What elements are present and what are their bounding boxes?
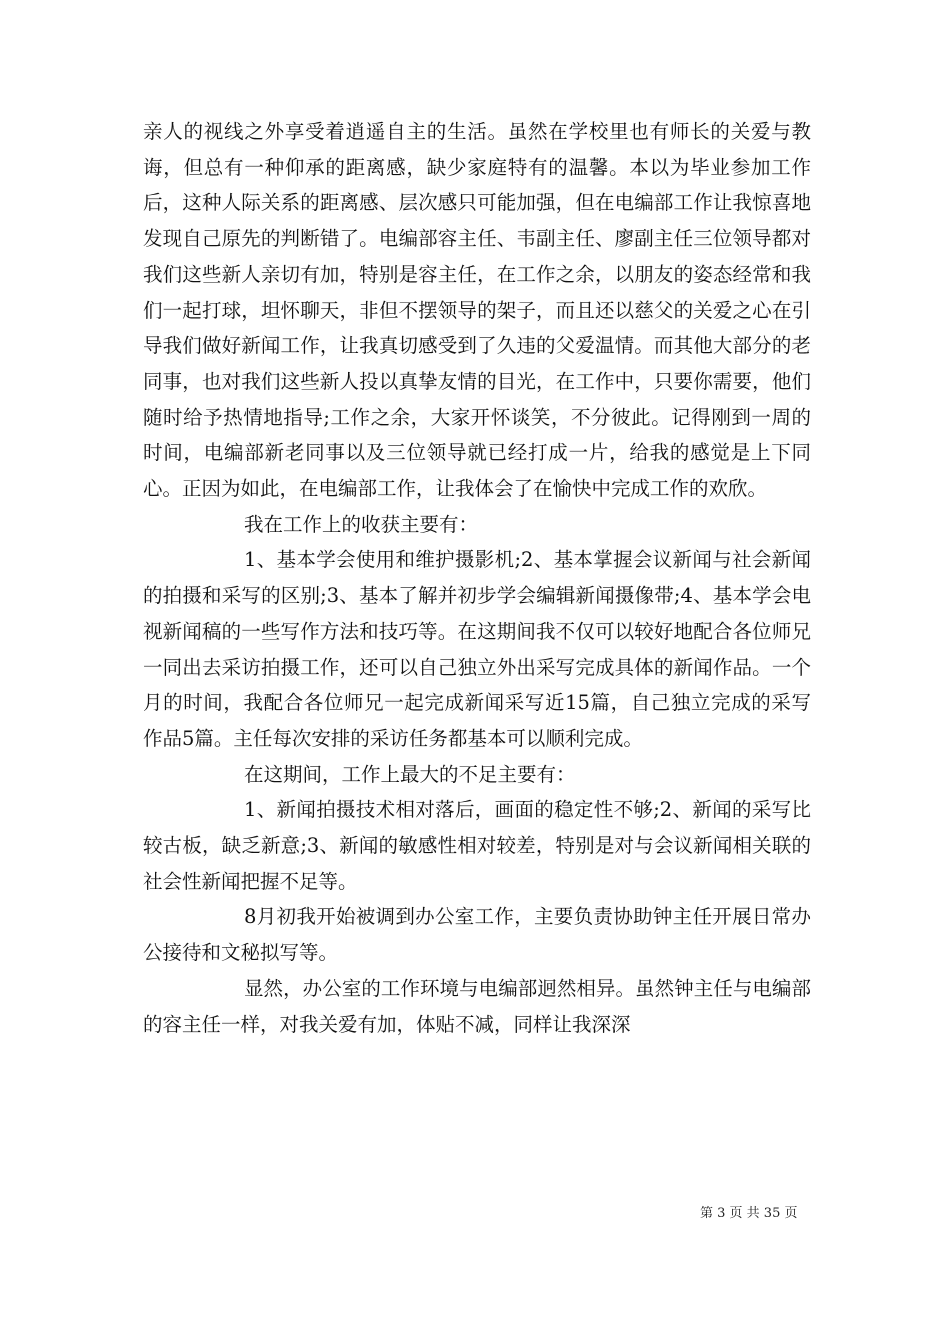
paragraph-shortcomings-list: 1、新闻拍摄技术相对落后，画面的稳定性不够;2、新闻的采写比较古板，缺乏新意;3、新闻的敏感性相对较差，特别是对与会议新闻相关联的社会性新闻把握不足等。 <box>143 798 811 893</box>
paragraph-shortcomings-heading: 在这期间，工作上最大的不足主要有： <box>244 762 576 786</box>
paragraph-office-environment: 显然，办公室的工作环境与电编部迥然相异。虽然钟主任与电编部的容主任一样，对我关爱有加，体贴不减，同样让我深深 <box>143 976 811 1036</box>
paragraph-gains-list: 1、基本学会使用和维护摄影机;2、基本掌握会议新闻与社会新闻的拍摄和采写的区别;3、基本了解并初步学会编辑新闻摄像带;4、基本学会电视新闻稿的一些写作方法和技巧等。在这期间我不仅可以较好地配合各位师兄一同出去采访拍摄工作，还可以自己独立外出采写完成具体的新闻作品。一个月的时间，我配合各位师兄一起完成新闻采写近15篇，自己独立完成的采写作品5篇。主任每次安排的采访任务都基本可以顺利完成。 <box>143 548 811 750</box>
page-number: 第 3 页 共 35 页 <box>700 1206 798 1221</box>
paragraph-colleagues: 亲人的视线之外享受着逍遥自主的生活。虽然在学校里也有师长的关爱与教诲，但总有一种仰承的距离感，缺少家庭特有的温馨。本以为毕业参加工作后，这种人际关系的距离感、层次感只可能加强，但在电编部工作让我惊喜地发现自己原先的判断错了。电编部容主任、韦副主任、廖副主任三位领导都对我们这些新人亲切有加，特别是容主任，在工作之余，以朋友的姿态经常和我们一起打球，坦怀聊天，非但不摆领导的架子，而且还以慈父的关爱之心在引导我们做好新闻工作，让我真切感受到了久违的父爱温情。而其他大部分的老同事，也对我们这些新人投以真挚友情的目光，在工作中，只要你需要，他们随时给予热情地指导;工作之余，大家开怀谈笑，不分彼此。记得刚到一周的时间，电编部新老同事以及三位领导就已经打成一片，给我的感觉是上下同心。正因为如此，在电编部工作，让我体会了在愉快中完成工作的欢欣。 <box>143 120 811 501</box>
paragraph-office-transfer: 8月初我开始被调到办公室工作，主要负责协助钟主任开展日常办公接待和文秘拟写等。 <box>143 905 811 965</box>
paragraph-gains-heading: 我在工作上的收获主要有： <box>244 512 479 536</box>
document-body <box>143 114 811 1042</box>
